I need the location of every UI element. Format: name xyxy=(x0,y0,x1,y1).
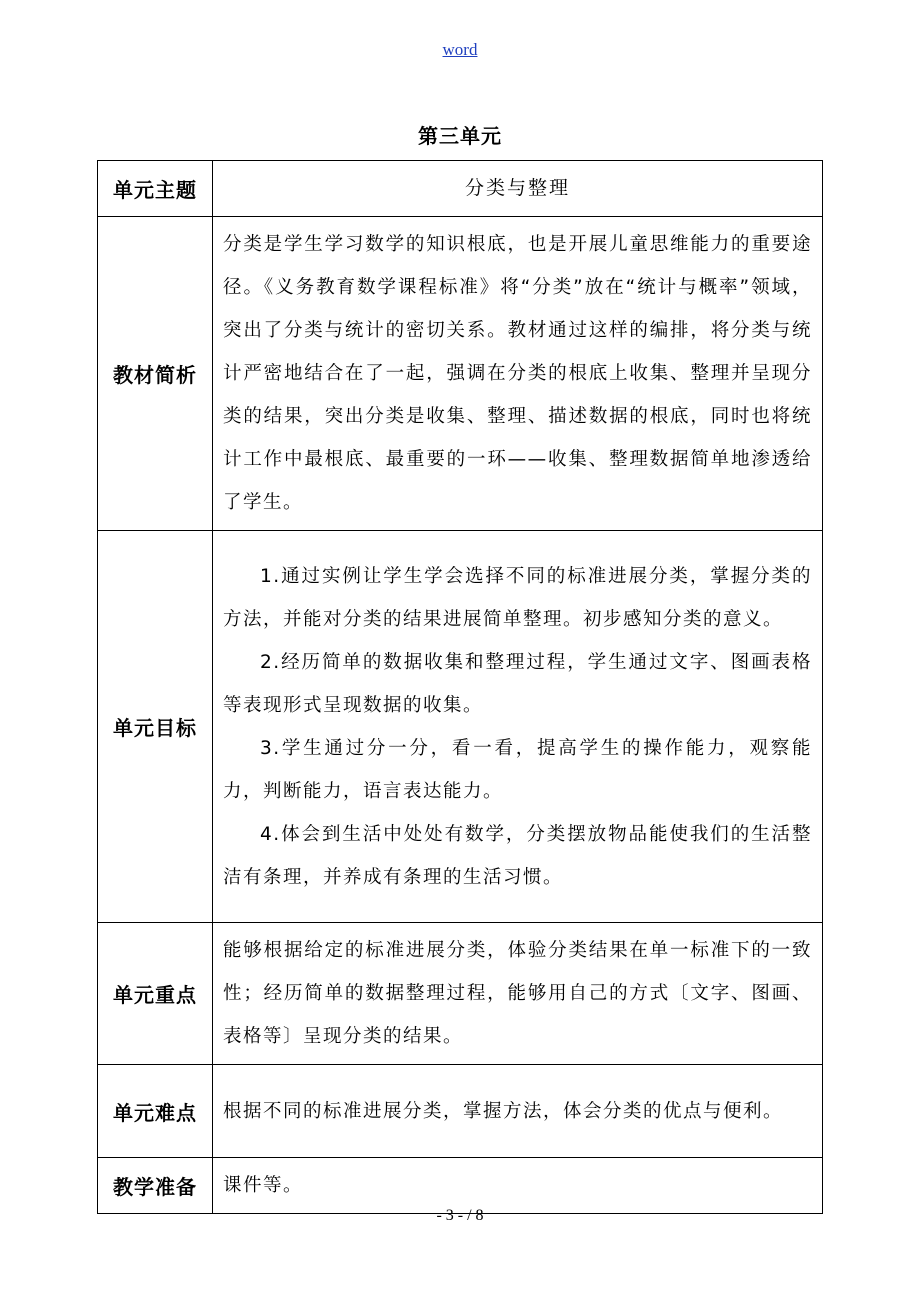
table-row-unit-theme xyxy=(98,161,823,217)
unit-info-table xyxy=(97,160,823,1214)
row-content-unit-theme: 分类与整理 xyxy=(213,161,823,217)
row-content-unit-goals xyxy=(213,531,823,923)
table-row-unit-goals xyxy=(98,531,823,923)
goal-paragraph-1: 1.通过实例让学生学会选择不同的标准进展分类，掌握分类的方法，并能对分类的结果进展简单整理。初步感知分类的意义。 xyxy=(223,565,812,630)
row-label-key-points: 单元重点 xyxy=(98,923,213,1065)
paragraph: 课件等。 xyxy=(223,1175,304,1196)
row-content-difficulties xyxy=(213,1065,823,1158)
goal-paragraph-3: 3.学生通过分一分，看一看，提高学生的操作能力，观察能力，判断能力，语言表达能力。 xyxy=(223,737,812,802)
row-label-unit-theme: 单元主题 xyxy=(98,161,213,217)
row-label-preparation: 教学准备 xyxy=(98,1158,213,1214)
row-content-textbook-analysis xyxy=(213,217,823,531)
table-row-preparation xyxy=(98,1158,823,1214)
paragraph: 根据不同的标准进展分类，掌握方法，体会分类的优点与便利。 xyxy=(223,1100,784,1122)
document-title: 第三单元 xyxy=(418,124,502,148)
row-label-unit-goals: 单元目标 xyxy=(98,531,213,923)
paragraph: 分类是学生学习数学的知识根底，也是开展儿童思维能力的重要途径。《义务教育数学课程标准》将“分类”放在“统计与概率”领域，突出了分类与统计的密切关系。教材通过这样的编排，将分类与统计严密地结合在了一起，强调在分类的根底上收集、整理并呈现分类的结果，突出分类是收集、整理、描述数据的根底，同时也将统计工作中最根底、最重要的一环——收集、整理数据简单地渗透给了学生。 xyxy=(223,234,812,513)
goal-paragraph-4: 4.体会到生活中处处有数学，分类摆放物品能使我们的生活整洁有条理，并养成有条理的生活习惯。 xyxy=(223,823,812,888)
header-word-link[interactable]: word xyxy=(442,40,478,59)
table-row-textbook-analysis xyxy=(98,217,823,531)
paragraph: 能够根据给定的标准进展分类，体验分类结果在单一标准下的一致性；经历简单的数据整理过程，能够用自己的方式〔文字、图画、表格等〕呈现分类的结果。 xyxy=(223,940,812,1047)
table-row-key-points xyxy=(98,923,823,1065)
goal-paragraph-2: 2.经历简单的数据收集和整理过程，学生通过文字、图画表格等表现形式呈现数据的收集。 xyxy=(223,651,812,716)
page-number: - 3 - / 8 xyxy=(436,1207,484,1224)
table-row-difficulties xyxy=(98,1065,823,1158)
row-label-textbook-analysis: 教材简析 xyxy=(98,217,213,531)
row-content-key-points xyxy=(213,923,823,1065)
row-label-difficulties: 单元难点 xyxy=(98,1065,213,1158)
row-content-preparation xyxy=(213,1158,823,1214)
